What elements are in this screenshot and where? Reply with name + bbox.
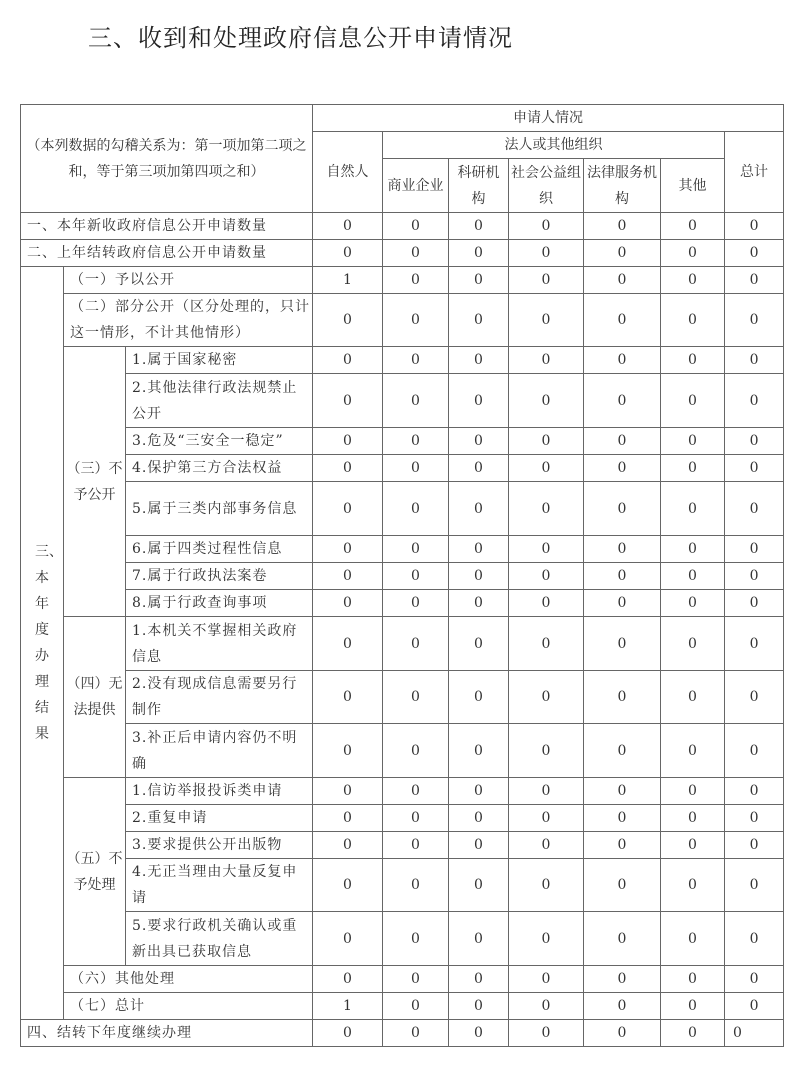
value-cell: 0 (509, 805, 584, 832)
row-label: 一、本年新收政府信息公开申请数量 (21, 213, 313, 240)
value-cell: 0 (661, 832, 725, 859)
table-row (21, 455, 784, 482)
value-cell: 0 (449, 671, 509, 724)
value-cell: 0 (449, 1020, 509, 1047)
table-row (21, 105, 784, 132)
value-cell: 0 (509, 213, 584, 240)
value-cell: 0 (509, 590, 584, 617)
value-cell: 0 (449, 832, 509, 859)
table-row (21, 859, 784, 912)
value-cell: 0 (509, 993, 584, 1020)
value-cell: 0 (509, 374, 584, 428)
table-row (21, 778, 784, 805)
value-cell: 0 (313, 428, 383, 455)
value-cell: 0 (509, 966, 584, 993)
value-cell: 0 (383, 347, 449, 374)
table-row (21, 374, 784, 428)
value-cell: 0 (661, 536, 725, 563)
value-cell: 0 (313, 912, 383, 966)
row-label: 二、上年结转政府信息公开申请数量 (21, 240, 313, 267)
value-cell: 0 (725, 374, 784, 428)
value-cell: 0 (313, 482, 383, 536)
value-cell: 0 (725, 1020, 784, 1047)
value-cell: 0 (313, 294, 383, 347)
value-cell: 0 (661, 347, 725, 374)
value-cell: 0 (449, 590, 509, 617)
value-cell: 0 (661, 617, 725, 671)
value-cell: 0 (725, 778, 784, 805)
value-cell: 0 (509, 240, 584, 267)
value-cell: 0 (661, 213, 725, 240)
value-cell: 0 (725, 966, 784, 993)
value-cell: 0 (509, 482, 584, 536)
row-label: 2.其他法律行政法规禁止公开 (126, 374, 313, 428)
value-cell: 0 (383, 240, 449, 267)
value-cell: 0 (449, 912, 509, 966)
value-cell: 0 (383, 267, 449, 294)
value-cell: 0 (725, 563, 784, 590)
header-natural-person: 自然人 (313, 132, 383, 213)
value-cell: 0 (509, 1020, 584, 1047)
value-cell: 0 (449, 724, 509, 778)
value-cell: 0 (661, 966, 725, 993)
section3-label (21, 267, 64, 1020)
value-cell: 0 (661, 805, 725, 832)
value-cell: 0 (313, 590, 383, 617)
value-cell: 0 (509, 455, 584, 482)
row-label: （二）部分公开（区分处理的，只计这一情形，不计其他情形） (64, 294, 313, 347)
value-cell: 0 (661, 590, 725, 617)
value-cell: 0 (449, 347, 509, 374)
value-cell: 0 (383, 778, 449, 805)
value-cell: 0 (383, 563, 449, 590)
row-label: 1.信访举报投诉类申请 (126, 778, 313, 805)
value-cell: 0 (313, 671, 383, 724)
table-row (21, 832, 784, 859)
value-cell: 0 (449, 267, 509, 294)
value-cell: 0 (584, 294, 661, 347)
value-cell: 0 (661, 1020, 725, 1047)
value-cell: 0 (313, 778, 383, 805)
section3-label-text: 三、本年度办理结果 (35, 544, 63, 742)
row-label: 3.补正后申请内容仍不明确 (126, 724, 313, 778)
value-cell: 0 (383, 374, 449, 428)
header-other: 其他 (661, 159, 725, 213)
value-cell: 0 (383, 590, 449, 617)
table-row (21, 724, 784, 778)
value-cell: 0 (584, 482, 661, 536)
table-row (21, 482, 784, 536)
value-cell: 0 (383, 912, 449, 966)
value-cell: 0 (383, 832, 449, 859)
table-row (21, 912, 784, 966)
value-cell: 0 (449, 428, 509, 455)
value-cell: 0 (383, 859, 449, 912)
table-row (21, 617, 784, 671)
value-cell: 0 (661, 993, 725, 1020)
value-cell: 0 (313, 617, 383, 671)
value-cell: 0 (584, 778, 661, 805)
table-row (21, 966, 784, 993)
row-label: 5.属于三类内部事务信息 (126, 482, 313, 536)
value-cell: 0 (509, 778, 584, 805)
value-cell: 0 (383, 993, 449, 1020)
value-cell: 0 (449, 563, 509, 590)
value-cell: 0 (725, 590, 784, 617)
g4-category: （四）无法提供 (64, 617, 126, 778)
value-cell: 0 (661, 912, 725, 966)
value-cell: 0 (383, 294, 449, 347)
row-label: 2.没有现成信息需要另行制作 (126, 671, 313, 724)
value-cell: 0 (725, 455, 784, 482)
value-cell: 0 (313, 966, 383, 993)
value-cell: 0 (313, 374, 383, 428)
table-row (21, 213, 784, 240)
value-cell: 0 (725, 482, 784, 536)
value-cell: 0 (313, 832, 383, 859)
value-cell: 0 (383, 617, 449, 671)
value-cell: 0 (509, 267, 584, 294)
header-business: 商业企业 (383, 159, 449, 213)
value-cell: 0 (725, 294, 784, 347)
value-cell: 0 (584, 374, 661, 428)
value-cell: 0 (313, 859, 383, 912)
value-cell: 0 (584, 805, 661, 832)
value-cell: 0 (509, 671, 584, 724)
table-row (21, 671, 784, 724)
value-cell: 0 (449, 859, 509, 912)
row-label: 2.重复申请 (126, 805, 313, 832)
table-row (21, 267, 784, 294)
value-cell: 0 (661, 671, 725, 724)
value-cell: 0 (449, 482, 509, 536)
value-cell: 0 (313, 805, 383, 832)
info-disclosure-table (20, 104, 784, 1047)
value-cell: 0 (584, 859, 661, 912)
table-row (21, 294, 784, 347)
value-cell: 0 (383, 213, 449, 240)
table-row (21, 590, 784, 617)
value-cell: 0 (313, 724, 383, 778)
value-cell: 0 (661, 455, 725, 482)
table-row (21, 805, 784, 832)
value-cell: 0 (725, 805, 784, 832)
row-label: 1.属于国家秘密 (126, 347, 313, 374)
table-row (21, 563, 784, 590)
value-cell: 0 (383, 482, 449, 536)
value-cell: 0 (584, 590, 661, 617)
value-cell: 0 (725, 912, 784, 966)
value-cell: 0 (725, 617, 784, 671)
value-cell: 0 (584, 617, 661, 671)
row-label: 1.本机关不掌握相关政府信息 (126, 617, 313, 671)
value-cell: 0 (509, 294, 584, 347)
header-applicant: 申请人情况 (313, 105, 784, 132)
g5-category: （五）不予处理 (64, 778, 126, 966)
value-cell: 0 (661, 240, 725, 267)
row-label: 四、结转下年度继续办理 (21, 1020, 313, 1047)
value-cell: 0 (509, 912, 584, 966)
value-cell: 0 (313, 536, 383, 563)
row-label: 8.属于行政查询事项 (126, 590, 313, 617)
value-cell: 0 (313, 1020, 383, 1047)
value-cell: 0 (584, 428, 661, 455)
value-cell: 0 (449, 805, 509, 832)
header-social: 社会公益组织 (509, 159, 584, 213)
value-cell: 0 (584, 993, 661, 1020)
value-cell: 0 (725, 240, 784, 267)
value-cell: 0 (313, 563, 383, 590)
value-cell: 0 (584, 240, 661, 267)
value-cell: 0 (661, 563, 725, 590)
value-cell: 0 (725, 724, 784, 778)
value-cell: 0 (509, 428, 584, 455)
row-label: 4.保护第三方合法权益 (126, 455, 313, 482)
value-cell: 0 (509, 536, 584, 563)
table-row (21, 428, 784, 455)
value-cell: 0 (584, 267, 661, 294)
value-cell: 0 (661, 778, 725, 805)
row-label: （六）其他处理 (64, 966, 313, 993)
value-cell: 0 (449, 294, 509, 347)
value-cell: 0 (661, 267, 725, 294)
value-cell: 0 (449, 993, 509, 1020)
value-cell: 0 (584, 912, 661, 966)
value-cell: 0 (449, 455, 509, 482)
value-cell: 0 (584, 213, 661, 240)
value-cell: 0 (584, 671, 661, 724)
value-cell: 0 (449, 966, 509, 993)
value-cell: 0 (509, 617, 584, 671)
value-cell: 0 (313, 455, 383, 482)
value-cell: 0 (449, 778, 509, 805)
value-cell: 0 (313, 240, 383, 267)
value-cell: 0 (449, 213, 509, 240)
value-cell: 0 (383, 671, 449, 724)
value-cell: 0 (725, 671, 784, 724)
value-cell: 0 (725, 428, 784, 455)
value-cell: 0 (661, 724, 725, 778)
value-cell: 0 (584, 563, 661, 590)
value-cell: 0 (383, 455, 449, 482)
row-label: 3.危及“三安全一稳定” (126, 428, 313, 455)
g3-category: （三）不予公开 (64, 347, 126, 617)
value-cell: 0 (509, 563, 584, 590)
header-legal-org: 法人或其他组织 (383, 132, 725, 159)
value-cell: 0 (383, 966, 449, 993)
table-row (21, 347, 784, 374)
value-cell: 0 (313, 347, 383, 374)
value-cell: 0 (313, 213, 383, 240)
value-cell: 0 (449, 617, 509, 671)
value-cell: 0 (383, 805, 449, 832)
value-cell: 0 (725, 993, 784, 1020)
value-cell: 0 (383, 724, 449, 778)
header-total: 总计 (725, 132, 784, 213)
value-cell: 0 (383, 536, 449, 563)
value-cell: 0 (383, 428, 449, 455)
page-title: 三、收到和处理政府信息公开申请情况 (88, 24, 513, 52)
row-label: （七）总计 (64, 993, 313, 1020)
value-cell: 0 (509, 859, 584, 912)
value-cell: 0 (584, 347, 661, 374)
value-cell: 0 (584, 832, 661, 859)
header-law: 法律服务机构 (584, 159, 661, 213)
row-label: 3.要求提供公开出版物 (126, 832, 313, 859)
value-cell: 0 (584, 455, 661, 482)
header-research: 科研机构 (449, 159, 509, 213)
value-cell: 0 (661, 428, 725, 455)
row-label: 6.属于四类过程性信息 (126, 536, 313, 563)
row-label: 5.要求行政机关确认或重新出具已获取信息 (126, 912, 313, 966)
value-cell: 0 (449, 240, 509, 267)
value-cell: 0 (725, 859, 784, 912)
value-cell: 0 (509, 347, 584, 374)
header-corner-note: （本列数据的勾稽关系为：第一项加第二项之和，等于第三项加第四项之和） (21, 105, 313, 213)
value-cell: 0 (661, 294, 725, 347)
value-cell: 0 (725, 213, 784, 240)
value-cell: 0 (661, 859, 725, 912)
value-cell: 0 (509, 832, 584, 859)
table-row (21, 240, 784, 267)
value-cell: 1 (313, 993, 383, 1020)
value-cell: 0 (509, 724, 584, 778)
value-cell: 0 (383, 1020, 449, 1047)
value-cell: 0 (584, 966, 661, 993)
table-row (21, 1020, 784, 1047)
value-cell: 0 (584, 724, 661, 778)
value-cell: 0 (661, 374, 725, 428)
table-row (21, 536, 784, 563)
value-cell: 0 (449, 536, 509, 563)
value-cell: 0 (725, 536, 784, 563)
value-cell: 1 (313, 267, 383, 294)
row-label: （一）予以公开 (64, 267, 313, 294)
value-cell: 0 (584, 1020, 661, 1047)
value-cell: 0 (725, 267, 784, 294)
value-cell: 0 (449, 374, 509, 428)
row-label: 4.无正当理由大量反复申请 (126, 859, 313, 912)
value-cell: 0 (725, 832, 784, 859)
row-label: 7.属于行政执法案卷 (126, 563, 313, 590)
table-row (21, 993, 784, 1020)
value-cell: 0 (584, 536, 661, 563)
value-cell: 0 (725, 347, 784, 374)
value-cell: 0 (661, 482, 725, 536)
